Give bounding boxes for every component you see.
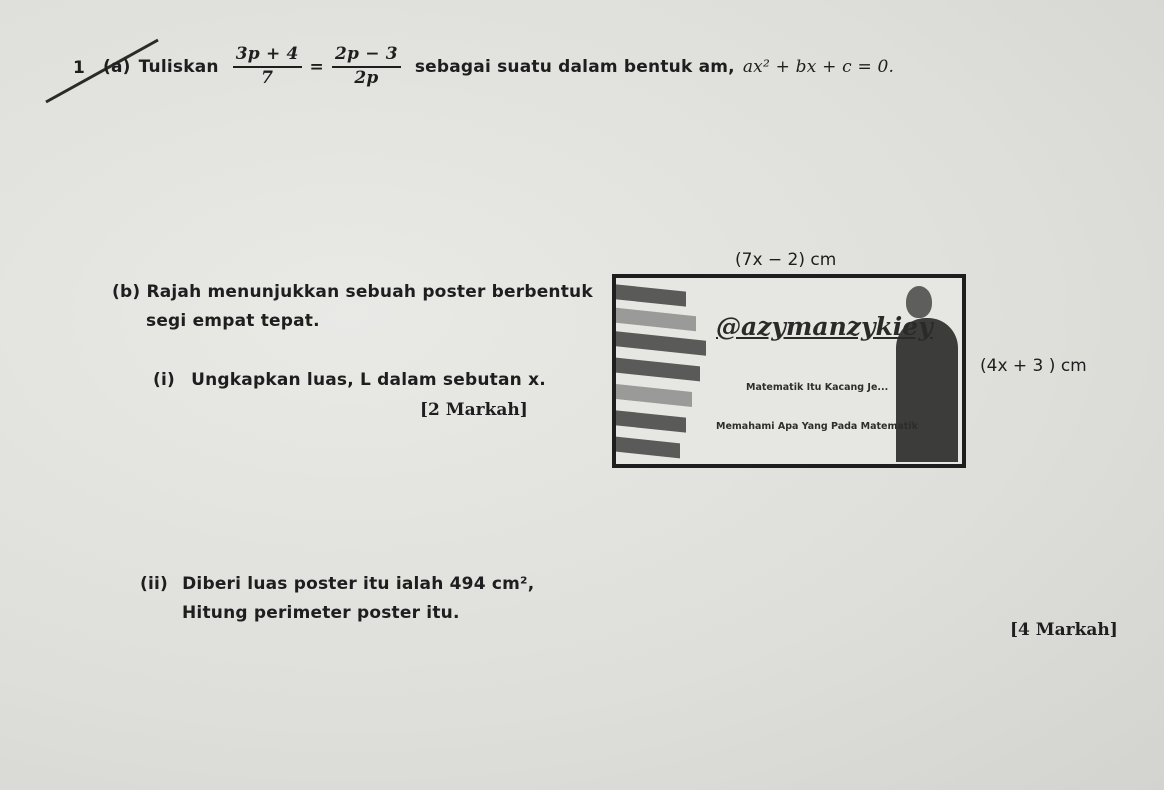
part-a-row [103,46,894,88]
poster-height-label: (4x + 3 ) cm [980,356,1087,376]
poster-stripe [616,284,686,306]
poster-handle: @azymanzykiey [716,312,933,341]
fraction-right-denominator: 2p [354,67,379,88]
poster-stripe [616,384,692,407]
poster-stripe [616,410,686,432]
part-b-label: (b) [112,282,141,302]
part-b-line2: segi empat tepat. [146,311,320,331]
sub-ii-marks: [4 Markah] [1010,620,1118,640]
fraction-right-numerator: 2p − 3 [332,46,401,68]
question-number: 1 [73,58,86,78]
part-a-label: (a) [103,56,131,77]
sub-i-marks: [2 Markah] [420,400,528,420]
sub-i-text: Ungkapkan luas, L dalam sebutan x. [191,370,546,390]
part-b-line1: Rajah menunjukkan sebuah poster berbentuk [146,282,593,302]
fraction-right [332,46,401,88]
poster-stripe [616,437,680,459]
fraction-left-denominator: 7 [261,67,274,88]
fraction-left [233,46,302,88]
poster-text-line1: Matematik Itu Kacang Je... [746,382,889,393]
poster-rectangle [612,274,966,468]
sub-ii-line2: Hitung perimeter poster itu. [182,603,460,623]
fraction-left-numerator: 3p + 4 [233,46,302,68]
sub-ii-label: (ii) [140,574,168,594]
sub-i-label: (i) [153,370,175,390]
part-b-intro [112,282,593,302]
poster-text-line2: Memahami Apa Yang Pada Matematik [716,421,918,432]
part-a-text-before: Tuliskan [138,56,219,77]
general-form: ax² + bx + c = 0. [742,56,895,77]
poster-width-label: (7x − 2) cm [735,250,837,270]
part-a-text-after: sebagai suatu dalam bentuk am, [414,56,735,77]
equals-sign: = [309,56,324,77]
sub-ii-line1: Diberi luas poster itu ialah 494 cm², [182,574,535,594]
poster-stripe [616,331,706,355]
sub-i-row [153,370,546,390]
poster-stripe [616,358,700,382]
sub-ii-row [140,574,534,594]
poster-stripe [616,308,696,331]
